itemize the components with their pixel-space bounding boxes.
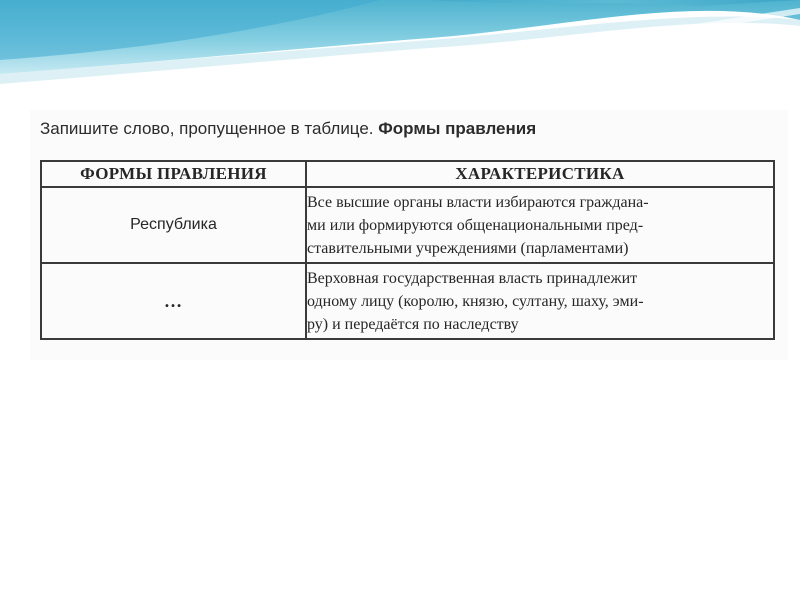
characteristic-line: ставительными учреждениями (парламентами) [307, 239, 629, 257]
characteristic-line: ру) и передаётся по наследству [307, 315, 519, 333]
characteristic-cell [306, 187, 774, 263]
missing-form-cell: … [41, 263, 306, 339]
task-instruction: Запишите слово, пропущенное в таблице. [40, 119, 374, 138]
table-row-missing-form [41, 263, 774, 339]
header-wave-decoration [0, 0, 800, 100]
task-topic: Формы правления [378, 119, 537, 138]
forms-of-government-table [40, 160, 775, 340]
table-row-republic [41, 187, 774, 263]
table-header-row [41, 161, 774, 187]
header-characteristic: ХАРАКТЕРИСТИКА [306, 161, 774, 187]
characteristic-line: ми или формируются общенациональными пред- [307, 216, 644, 234]
header-forms-of-government: ФОРМЫ ПРАВЛЕНИЯ [41, 161, 306, 187]
characteristic-line: одному лицу (королю, князю, султану, шаху, эми- [307, 292, 644, 310]
task-prompt [40, 118, 536, 140]
characteristic-cell [306, 263, 774, 339]
form-name-cell: Республика [41, 187, 306, 263]
task-scan-image [30, 110, 788, 360]
characteristic-line: Все высшие органы власти избираются граждана- [307, 193, 649, 211]
characteristic-line: Верховная государственная власть принадлежит [307, 269, 638, 287]
